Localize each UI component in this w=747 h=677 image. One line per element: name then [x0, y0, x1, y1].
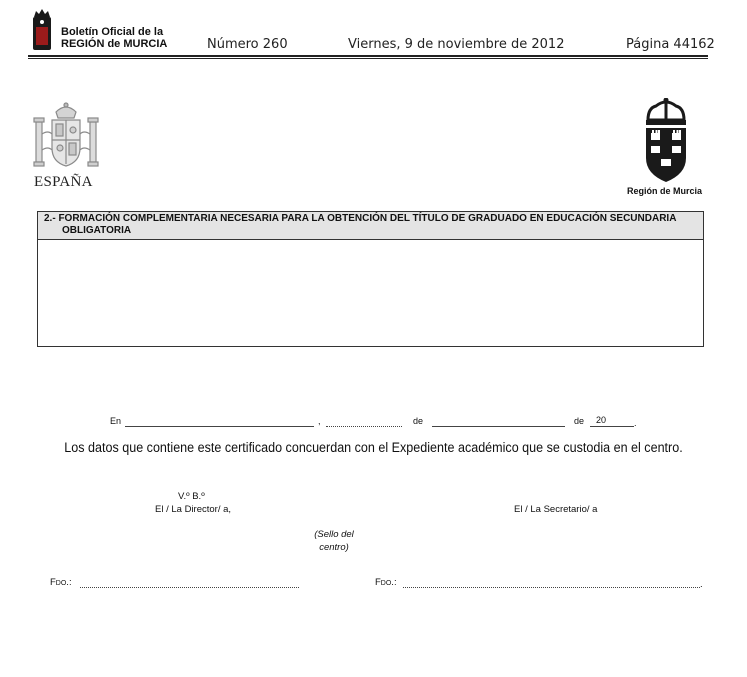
header-rule-thin: [28, 58, 708, 59]
bulletin-title-line1: Boletín Oficial de la: [61, 26, 164, 38]
spain-label: ESPAÑA: [34, 174, 93, 190]
de-label-1: de: [413, 416, 424, 426]
stamp-note-line1: (Sello del: [314, 529, 354, 540]
bulletin-title-line2: REGIÓN de MURCIA: [61, 38, 168, 50]
section-complementary-training: [37, 211, 704, 347]
issue-date: Viernes, 9 de noviembre de 2012: [348, 37, 565, 52]
page-number: Página 44162: [626, 37, 715, 52]
stamp-note: [305, 528, 363, 554]
fdo-right-label: Fdo.:: [375, 577, 397, 588]
bulletin-title: [61, 26, 167, 50]
section-heading-line1: 2.- FORMACIÓN COMPLEMENTARIA NECESARIA PARA LA OBTENCIÓN DEL TÍTULO DE GRADUADO EN EDUCACIÓN SECUNDARIA: [44, 213, 677, 224]
secretary-label: El / La Secretario/ a: [514, 504, 598, 515]
year-prefix: 20: [596, 415, 607, 425]
vobo-label: V.º B.º: [178, 491, 205, 502]
director-signature-field[interactable]: [80, 587, 299, 588]
year-field[interactable]: [590, 426, 634, 427]
section-heading-line2: OBLIGATORIA: [62, 225, 132, 236]
issue-number: Número 260: [207, 37, 288, 52]
boletin-logo-icon: [30, 8, 54, 52]
secretary-signature-field[interactable]: [403, 587, 700, 588]
murcia-coat-of-arms-icon: [642, 98, 690, 184]
murcia-label: Región de Murcia: [627, 186, 703, 196]
section-heading: [38, 212, 703, 240]
spain-coat-of-arms-icon: [30, 100, 102, 176]
header-rule: [28, 55, 708, 57]
place-label: En: [110, 416, 122, 426]
date-end-dot: .: [634, 418, 637, 428]
place-comma: ,: [318, 416, 321, 426]
fdo-left-label: Fdo.:: [50, 577, 72, 588]
certificate-statement: Los datos que contiene este certificado concuerdan con el Expediente académico que se custodia en el centro.: [64, 440, 683, 455]
place-field[interactable]: [125, 426, 314, 427]
de-label-2: de: [574, 416, 585, 426]
month-field[interactable]: [432, 426, 565, 427]
signature-end-dot: .: [700, 579, 703, 590]
day-field[interactable]: [326, 426, 402, 427]
stamp-note-line2: centro): [319, 542, 349, 553]
director-label: El / La Director/ a,: [155, 504, 232, 515]
